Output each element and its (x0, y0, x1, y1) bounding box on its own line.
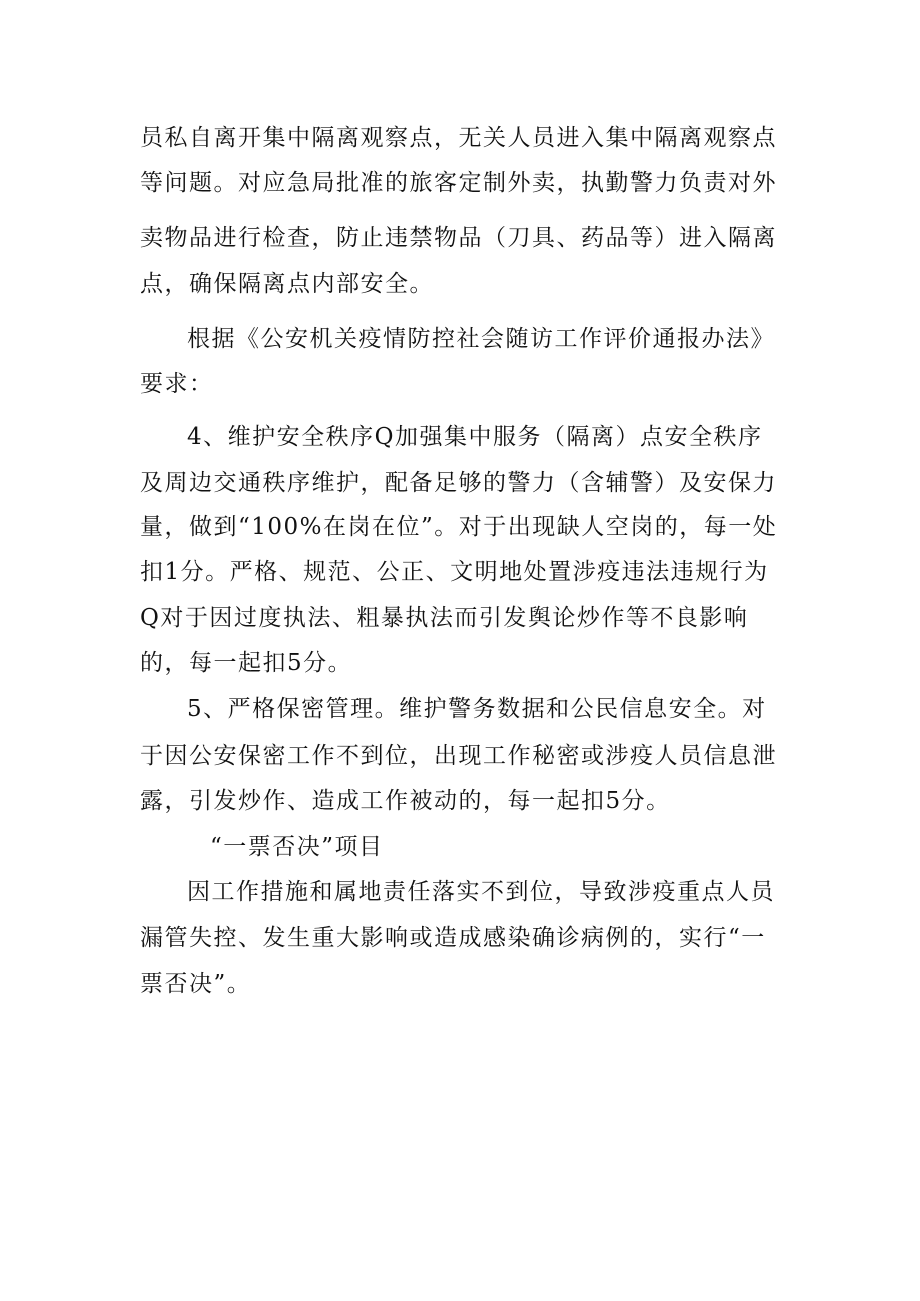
paragraph-3-line-4: 扣1分。严格、规范、公正、文明地处置涉疫违法违规行为 (140, 559, 769, 585)
paragraph-5-line-2: 漏管失控、发生重大影响或造成感染确诊病例的，实行“一 (140, 925, 766, 951)
paragraph-2-line-2: 要求： (140, 371, 214, 397)
paragraph-5-line-3: 票否决”。 (140, 971, 252, 997)
paragraph-5-line-1: 因工作措施和属地责任落实不到位，导致涉疫重点人员 (187, 879, 775, 905)
paragraph-3-line-3: 量，做到“100%在岗在位”。对于出现缺人空岗的，每一处 (140, 514, 778, 540)
paragraph-1-line-2: 等问题。对应急局批准的旅客定制外卖，执勤警力负责对外 (140, 170, 777, 196)
paragraph-2-line-1: 根据《公安机关疫情防控社会随访工作评价通报办法》 (187, 326, 775, 352)
paragraph-1-line-4: 点，确保隔离点内部安全。 (140, 271, 434, 297)
paragraph-4-line-2: 于因公安保密工作不到位，出现工作秘密或涉疫人员信息泄 (140, 743, 777, 769)
paragraph-4-line-3: 露，引发炒作、造成工作被动的，每一起扣5分。 (140, 788, 671, 814)
paragraph-1-line-3: 卖物品进行检查，防止违禁物品（刀具、药品等）进入隔离 (140, 225, 777, 251)
paragraph-4-line-1: 5、严格保密管理。维护警务数据和公民信息安全。对 (187, 696, 767, 722)
paragraph-3-line-6: 的，每一起扣5分。 (140, 650, 353, 676)
section-heading: “一票否决”项目 (210, 834, 384, 860)
paragraph-1-line-1: 员私自离开集中隔离观察点，无关人员进入集中隔离观察点 (140, 125, 777, 151)
paragraph-3-line-1: 4、维护安全秩序Q加强集中服务（隔离）点安全秩序 (187, 424, 763, 450)
paragraph-3-line-2: 及周边交通秩序维护，配备足够的警力（含辅警）及安保力 (140, 470, 777, 496)
paragraph-3-line-5: Q对于因过度执法、粗暴执法而引发舆论炒作等不良影响 (140, 605, 749, 631)
